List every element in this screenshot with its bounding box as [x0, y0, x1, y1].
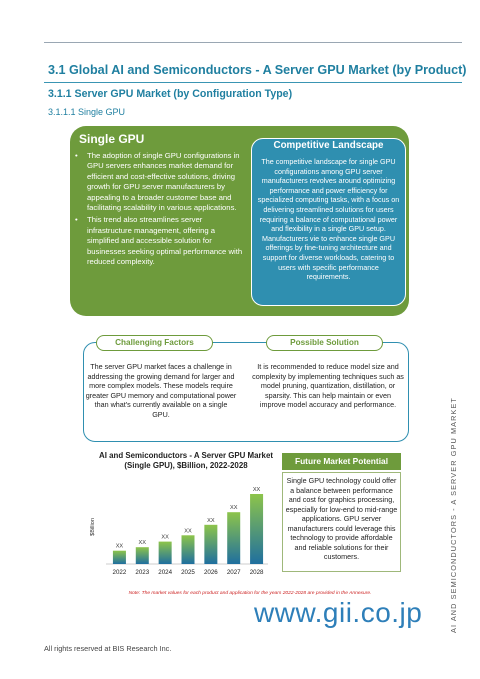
chart-bar: [204, 525, 217, 564]
competitive-landscape-title: Competitive Landscape: [273, 140, 384, 151]
heading-rule: [44, 82, 462, 83]
list-item: [75, 215, 243, 267]
challenging-factors-title: Challenging Factors: [96, 335, 213, 351]
section-heading: 3.1 Global AI and Semiconductors - A Server GPU Market (by Product): [48, 63, 467, 77]
data-label: XX: [138, 540, 147, 547]
chart-bar: [159, 542, 172, 564]
x-tick-label: 2028: [249, 569, 264, 576]
subsection-heading: 3.1.1 Server GPU Market (by Configuration Type): [48, 88, 293, 100]
bar-chart: [86, 480, 272, 580]
bullet-text: The adoption of single GPU configurations in GPU servers enhances market demand for efficient and cost-effective solutions, driving growth for GPU server manufacturers by appealing to a broader customer base and facilitating scalability in various applications.: [87, 151, 240, 213]
possible-solution-title: Possible Solution: [266, 335, 383, 351]
data-label: XX: [252, 487, 261, 493]
challenging-factors-text: The server GPU market faces a challenge in addressing the growing demand for larger and more complex models. These models require greater GPU memory and computational power than what's currently available on a single GPU.: [85, 362, 237, 419]
chart-bar: [227, 512, 240, 564]
top-rule: [44, 42, 462, 43]
single-gpu-bullets: [75, 151, 243, 269]
data-label: XX: [161, 534, 169, 541]
bullet-icon: •: [75, 151, 78, 160]
chart-bar: [250, 494, 263, 564]
single-gpu-title: Single GPU: [79, 132, 145, 146]
data-label: XX: [229, 505, 238, 512]
market-note: Note: The market values for each product and application for the years 2022-2028 are provided in the Annexure.: [128, 591, 372, 596]
data-label: XX: [115, 543, 124, 550]
x-tick-label: 2025: [181, 569, 195, 576]
x-tick-label: 2023: [135, 569, 150, 576]
y-axis-label: $Billion: [90, 518, 96, 536]
future-market-title: Future Market Potential: [282, 453, 401, 470]
data-label: XX: [207, 517, 215, 524]
bullet-icon: •: [75, 215, 78, 225]
x-tick-label: 2024: [158, 569, 173, 576]
subsubsection-heading: 3.1.1.1 Single GPU: [48, 107, 126, 117]
future-market-text: Single GPU technology could offer a balance between performance and cost for graphics processing, especially for low-end to mid-range applications. GPU server manufacturers could leverage this technology to provide affordable and reliable solutions for their customers.: [285, 476, 398, 561]
bullet-text: This trend also streamlines server infrastructure management, offering a simplified and accessible solution for businesses seeking optimal performance with reduced complexity.: [87, 215, 243, 267]
data-label: XX: [184, 528, 192, 535]
chart-bar: [136, 547, 149, 564]
footer-copyright: All rights reserved at BIS Research Inc.: [44, 644, 172, 653]
side-label: AI AND SEMICONDUCTORS - A SERVER GPU MARKET: [449, 397, 458, 633]
chart-title: AI and Semiconductors - A Server GPU Market (Single GPU), $Billion, 2022-2028: [99, 451, 273, 470]
competitive-landscape-text: The competitive landscape for single GPU configurations among GPU server manufacturers revolves around optimizing performance and power efficiency for specialized computing tasks, with a focus on delivering streamlined solutions for users requiring a balance of computational power and flexibility in a single GPU setup. Manufacturers vie to enhance single GPU offerings by fine-tuning architecture and support for diverse workloads, catering to users with specific performance requirements.: [257, 157, 400, 282]
x-tick-label: 2027: [226, 569, 241, 576]
watermark: www.gii.co.jp: [254, 597, 423, 628]
chart-bar: [182, 535, 195, 564]
chart-bar: [113, 551, 126, 564]
x-tick-label: 2026: [203, 569, 218, 576]
list-item: [75, 151, 243, 213]
x-tick-label: 2022: [112, 569, 127, 576]
possible-solution-text: It is recommended to reduce model size and complexity by implementing techniques such as model pruning, quantization, distillation, or sparsity. This can help maintain or even improve model accuracy and performance.: [252, 362, 404, 410]
